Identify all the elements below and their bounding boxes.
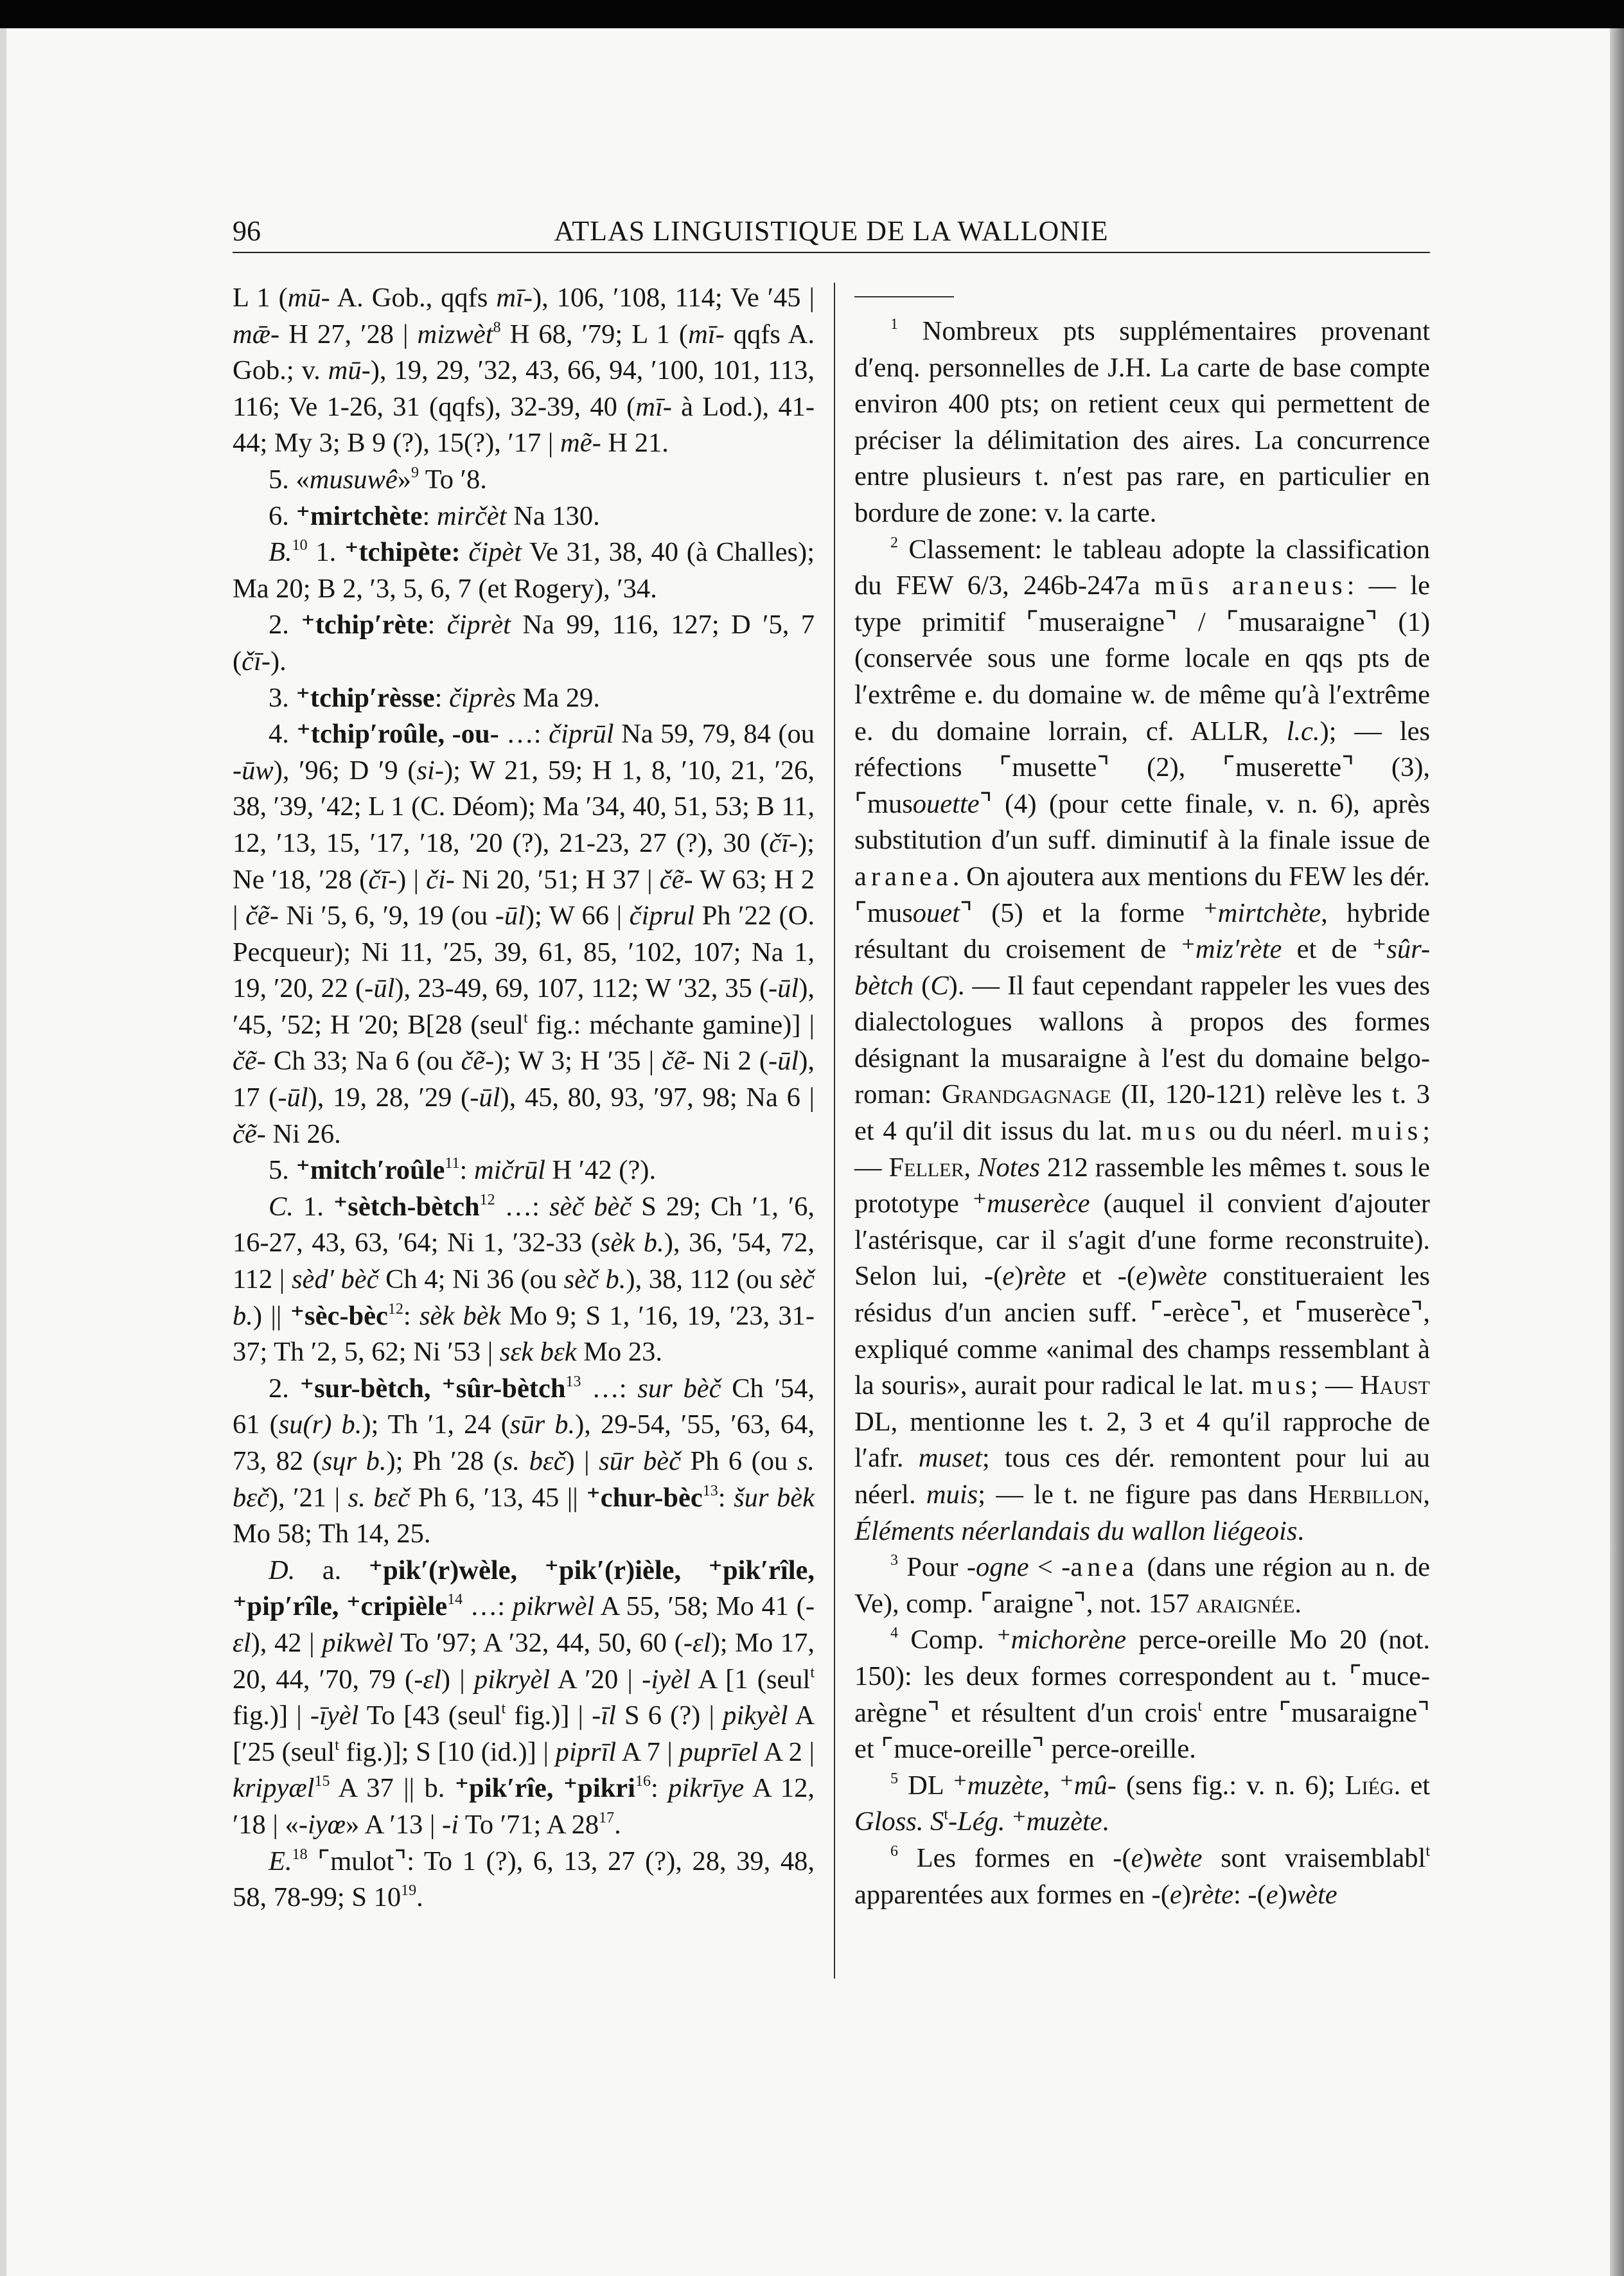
footnote-2: $^2$ Classement: le tableau adopte la classification du FEW 6/3, 246b-247a mūs araneus: — le type primitif ⌜museraigne⌝ / ⌜musaraigne⌝ (1) (conservée sous une forme locale en qqs pts de l′extrême e. du domaine w. de même qu′à l′extrême e. du domaine lorrain, cf. ALLR, l.c.); — les réfections ⌜musette⌝ (2), ⌜muserette⌝ (3), ⌜musouette⌝ (4) (pour cette finale, v. n. 6), après substitution d′un suff. diminutif à la finale issue de aranea. On ajoutera aux mentions du FEW les dér. ⌜musouet⌝ (5) et la forme ⁺mirtchète, hybride résultant du croisement de ⁺miz′rète et de ⁺sûr-bètch (C). — Il faut cependant rappeler les vues des dialectologues wallons à propos des formes désignant la musaraigne à l′est du domaine belgo-roman: Grandgagnage (II, 120-121) relève les t. 3 et 4 qu′il dit issus du lat. mus ou du néerl. muis; — Feller, Notes 212 rassemble les mêmes t. sous le prototype ⁺muserèce (auquel il convient d′ajouter l′astérisque, car il s′agit d′une forme reconstruite). Selon lui, -(e)rète et -(e)wète constitueraient les résidus d′un ancien suff. ⌜-erèce⌝, et ⌜muserèce⌝, expliqué comme «animal des champs ressemblant à la souris», aurait pour radical le lat. mus; — Haust DL, mentionne les t. 2, 3 et 4 qu′il rapproche de l′afr. muset; tous ces dér. remontent pour lui au néerl. muis; — le t. ne figure pas dans Herbillon, Éléments néerlandais du wallon liégeois. <box>854 534 1431 1546</box>
footnote-6: $^6$ Les formes en -(e)wète sont vraisemblabl$^t$ apparentées aux formes en -(e)rète: -(e)wète <box>854 1842 1430 1910</box>
page-header <box>233 212 1430 257</box>
entry-e: E.$^{18}$ ⌜mulot⌝: To 1 (?), 6, 13, 27 (?), 28, 39, 48, 58, 78-99; S $10^{19}$. <box>233 1846 815 1913</box>
entry-c2: 2. ⁺sur-bètch, ⁺sûr-bètch$^{13}$ …: sur bèč Ch ′54, 61 (su(r) b.); Th ′1, 24 (sūr b.), 29-54, ′55, ′63, 64, 73, 82 (sɥr b.); Ph ′28 (s. bεč) | sūr bèč Ph 6 (ou s. bεč), ′21 | s. bεč Ph 6, ′13, 45 || ⁺chur-bèc$^{13}$: šur bèk Mo 58; Th 14, 25. <box>233 1373 815 1549</box>
left-column <box>233 280 815 1916</box>
footnote-3: $^3$ Pour -ogne < -anea (dans une région au n. de Ve), comp. ⌜araigne⌝, not. 157 araignée. <box>854 1552 1430 1619</box>
entry-a6: 6. ⁺mirtchète: mirčèt Na 130. <box>269 500 600 531</box>
scan-top-border <box>0 0 1624 28</box>
entry-b3: 3. ⁺tchip′rèsse: čiprès Ma 29. <box>269 682 600 713</box>
scan-right-edge <box>1610 28 1624 2276</box>
footnote-5: $^5$ DL ⁺muzète, ⁺mû- (sens fig.: v. n. 6); Liég. et Gloss. $S^t$-Lég. ⁺muzète. <box>854 1770 1431 1837</box>
running-title: ATLAS LINGUISTIQUE DE LA WALLONIE <box>554 215 1109 247</box>
entry-d: D. a. ⁺pik′(r)wèle, ⁺pik′(r)ièle, ⁺pik′rîle, ⁺pip′rîle, ⁺cripièle$^{14}$ …: pikrwèl A 55, ′58; Mo 41 (-εl), 42 | pikwèl To ′97; A ′32, 44, 50, 60 (-εl); Mo 17, 20, 44, ′70, 79 (-εl) | pikryèl A ′20 | -iyèl A [1 (seul$^t$ fig.)] | -īyèl To [43 (seul$^t$ fig.)] | -īl S 6 (?) | pikyèl A [′25 (seul$^t$ fig.)]; S [10 (id.)] | piprīl A 7 | puprīel A 2 | kripyæl$^{15}$ A 37 || b. ⁺pik′rîe, ⁺pikri$^{16}$: pikrīye A 12, ′18 | «-iyœ» A ′13 | -i To ′71; A $28^{17}$. <box>233 1555 815 1840</box>
footnote-1: $^1$ Nombreux pts supplémentaires provenant d′enq. personnelles de J.H. La carte de base compte environ 400 pts; on retient ceux qui permettent de préciser la délimitation des aires. La concurrence entre plusieurs t. n′est pas rare, en particulier en bordure de zone: v. la carte. <box>854 316 1430 528</box>
header-rule <box>233 252 1430 253</box>
entry-a4-continuation: L 1 (mū- A. Gob., qqfs mī-), 106, ′108, 114; Ve ′45 | mǣ- H 27, ′28 | mizwèt$^8$ H 68, ′79; L 1 (mī- qqfs A. Gob.; v. mū-), 19, 29, ′32, 43, 66, 94, ′100, 101, 113, 116; Ve 1-26, 31 (qqfs), 32-39, 40 (mī- à Lod.), 41-44; My 3; B 9 (?), 15(?), ′17 | mẽ- H 21. <box>233 283 815 459</box>
entry-c1: C. 1. ⁺sètch-bètch$^{12}$ …: sèč bèč S 29; Ch ′1, ′6, 16-27, 43, 63, ′64; Ni 1, ′32-33 (sèk b.), 36, ′54, 72, 112 | sèd′ bèč Ch 4; Ni 36 (ou sèč b.), 38, 112 (ou sèč b.) || ⁺sèc-bèc$^{12}$: sèk bèk Mo 9; S 1, ′16, 19, ′23, 31-37; Th ′2, 5, 62; Ni ′53 | sεk bεk Mo 23. <box>233 1191 815 1368</box>
entry-b5: 5. ⁺mitch′roûle$^{11}$: mičrūl H ′42 (?). <box>269 1155 657 1186</box>
page-number: 96 <box>233 215 261 247</box>
scan-left-edge <box>0 28 6 2276</box>
entry-a5: 5. «musuwê»$^9$ To ′8. <box>269 464 487 495</box>
entry-b1: B.$^{10}$ 1. ⁺tchipète: čipèt Ve 31, 38, 40 (à Challes); Ma 20; B 2, ′3, 5, 6, 7 (et Rogery), ′34. <box>233 537 815 604</box>
footnote-rule <box>854 296 954 297</box>
column-divider <box>834 283 835 1979</box>
entry-b4: 4. ⁺tchip′roûle, -ou- …: čiprūl Na 59, 79, 84 (ou -ūw), ′96; D ′9 (si-); W 21, 59; H 1, 8, ′10, 21, ′26, 38, ′39, ′42; L 1 (C. Déom); Ma ′34, 40, 51, 53; B 11, 12, ′13, 15, ′17, ′18, ′20 (?), 21-23, 27 (?), 30 (čī-); Ne ′18, ′28 (čī-) | či- Ni 20, ′51; H 37 | čẽ- W 63; H 2 | čẽ- Ni ′5, 6, ′9, 19 (ou -ūl); W 66 | čiprul Ph ′22 (O. Pecqueur); Ni 11, ′25, 39, 61, 85, ′102, 107; Na 1, 19, ′20, 22 (-ūl), 23-49, 69, 107, 112; W ′32, 35 (-ūl), ′45, ′52; H ′20; B[28 (seul$^t$ fig.: méchante gamine)] | čẽ- Ch 33; Na 6 (ou čẽ-); W 3; H ′35 | čẽ- Ni 2 (-ūl), 17 (-ūl), 19, 28, ′29 (-ūl), 45, 80, 93, ′97, 98; Na 6 | čẽ- Ni 26. <box>233 719 815 1149</box>
footnote-4: $^4$ Comp. ⁺michorène perce-oreille Mo 20 (not. 150): les deux formes correspondent au t. ⌜muce-arègne⌝ et résultent d′un crois$^t$ entre ⌜musaraigne⌝ et ⌜muce-oreille⌝ perce-oreille. <box>854 1625 1431 1765</box>
footnotes-column <box>854 313 1430 1913</box>
entry-b2: 2. ⁺tchip′rète: čiprèt Na 99, 116, 127; D ′5, 7 (čī-). <box>233 610 815 676</box>
